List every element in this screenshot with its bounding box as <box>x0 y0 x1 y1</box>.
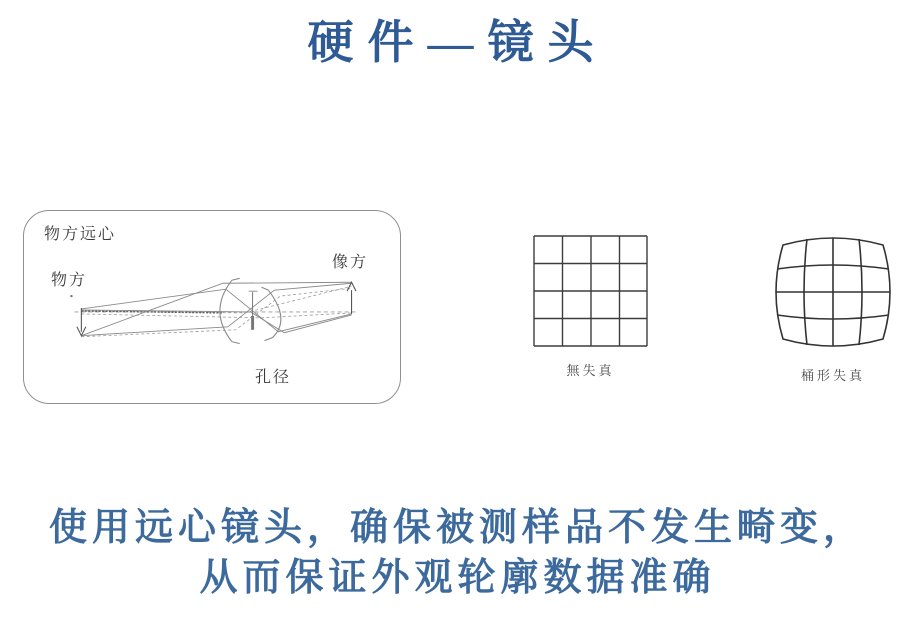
aperture-stop-line <box>249 291 258 330</box>
no-distortion-label: 無失真 <box>566 363 615 378</box>
straight-grid-graphic <box>533 235 648 347</box>
object-arrow <box>70 295 86 336</box>
barrel-grid-graphic <box>768 232 898 352</box>
caption-line-2: 从而保证外观轮廓数据准确 <box>199 557 716 599</box>
barrel-distortion-figure <box>768 232 898 384</box>
lens-ray-diagram <box>24 211 400 403</box>
solid-ray-lines <box>81 282 351 335</box>
caption-line-1: 使用远心镜头，确保被测样品不发生畸变， <box>48 507 866 549</box>
label-object-side: 物方 <box>51 272 88 289</box>
lens-element-arcs <box>220 278 281 343</box>
barrel-distortion-label: 桶形失真 <box>800 368 865 383</box>
bottom-caption <box>0 503 915 603</box>
label-object-space-telecentric: 物方远心 <box>44 226 117 243</box>
label-image-side: 像方 <box>332 254 369 271</box>
page-title: 硬件—镜头 <box>307 17 608 68</box>
no-distortion-figure <box>533 235 648 379</box>
label-aperture: 孔径 <box>255 369 292 386</box>
telecentric-lens-panel <box>23 210 401 404</box>
image-arrow <box>347 282 356 314</box>
